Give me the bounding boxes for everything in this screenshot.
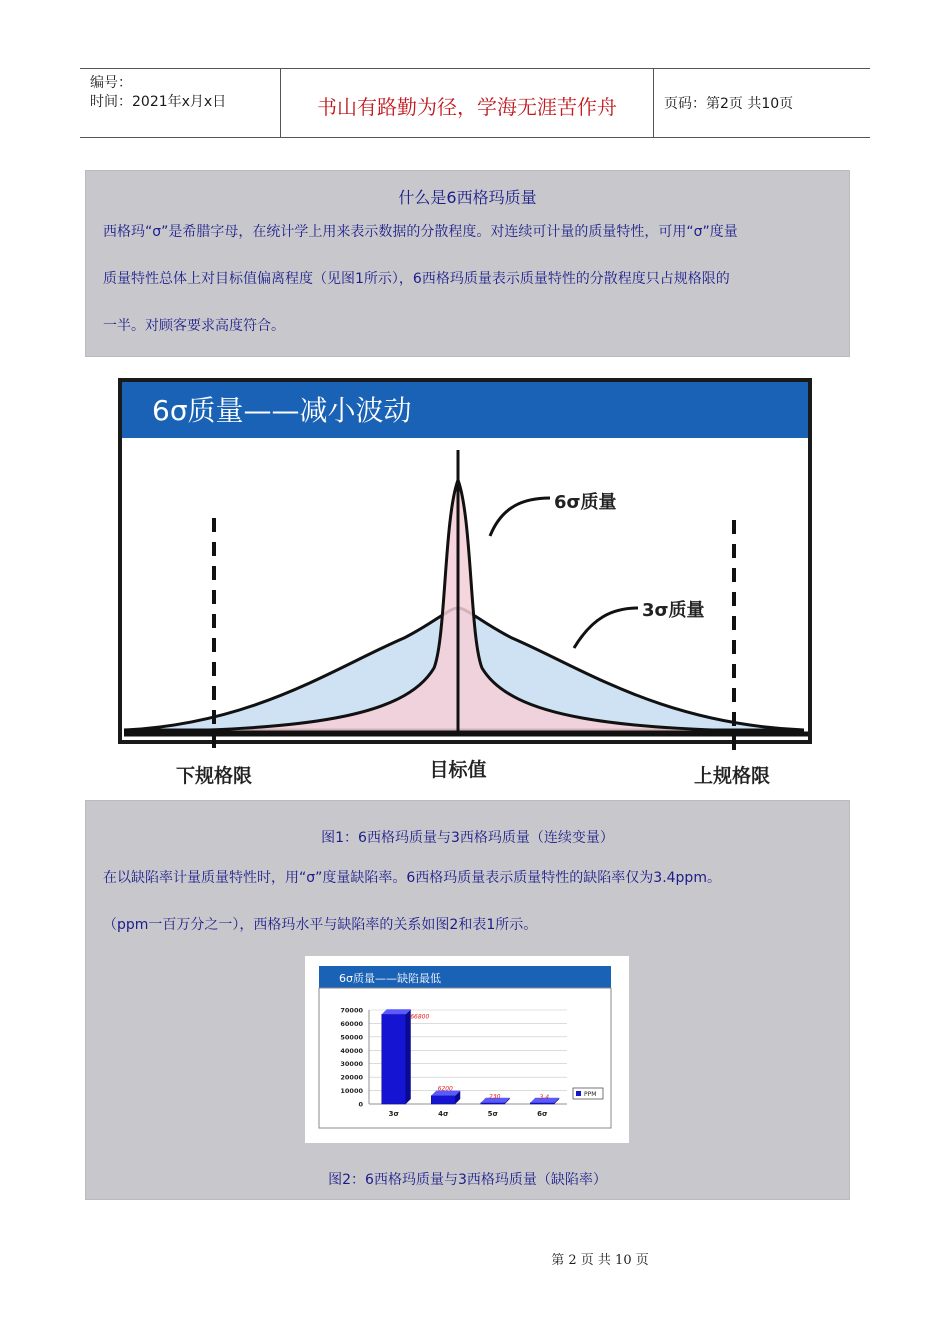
diagram-banner-title: 6σ质量——减小波动: [152, 394, 412, 427]
legend-swatch: [576, 1091, 581, 1096]
intro-paragraph-line-3: 一半。对顾客要求高度符合。: [103, 318, 285, 334]
bar: [431, 1096, 455, 1104]
y-tick-label: 30000: [340, 1060, 363, 1069]
x-tick-label: 6σ: [537, 1110, 548, 1118]
bar-side: [406, 1009, 411, 1104]
label-lower-spec-limit: 下规格限: [175, 765, 253, 787]
data-label: 3.4: [539, 1093, 550, 1101]
defect-bar-chart: [305, 956, 629, 1143]
legend-label: PPM: [584, 1091, 597, 1098]
figure-2-defect-chart: [305, 956, 629, 1143]
header-meta-cell: [80, 69, 281, 137]
figure-1-caption: 图1：6西格玛质量与3西格玛质量（连续变量）: [321, 830, 614, 846]
y-tick-label: 40000: [340, 1046, 363, 1055]
label-6-sigma-quality: 6σ质量: [554, 492, 617, 513]
document-header: [80, 68, 870, 138]
x-tick-label: 5σ: [487, 1110, 498, 1118]
header-page-cell: [654, 69, 870, 137]
defect-paragraph-line-2: （ppm一百万分之一），西格玛水平与缺陷率的关系如图2和表1所示。: [103, 917, 538, 933]
bar-top: [382, 1009, 411, 1014]
intro-paragraph-line-1: 西格玛“σ”是希腊字母，在统计学上用来表示数据的分散程度。对连续可计量的质量特性，可用“σ”度量: [103, 224, 738, 240]
defect-paragraph-line-1: 在以缺陷率计量质量特性时，用“σ”度量缺陷率。6西格玛质量表示质量特性的缺陷率仅为3.4ppm。: [103, 870, 721, 886]
header-motto: 书山有路勤为径，学海无涯苦作舟: [317, 95, 617, 119]
footer-page-number: 第 2 页 共 10 页: [551, 1253, 649, 1268]
y-tick-label: 70000: [340, 1006, 363, 1015]
label-target-value: 目标值: [429, 759, 487, 781]
bar: [481, 1103, 505, 1104]
data-label: 66800: [410, 1013, 430, 1021]
y-tick-label: 20000: [340, 1073, 363, 1082]
header-page-number: 页码：第2页 共10页: [664, 96, 794, 112]
bar: [530, 1103, 554, 1104]
label-upper-spec-limit: 上规格限: [693, 765, 771, 787]
x-tick-label: 4σ: [438, 1110, 449, 1118]
page-footer: [0, 1249, 950, 1268]
label-3-sigma-quality: 3σ质量: [642, 600, 705, 621]
document-code-label: 编号：: [90, 75, 132, 91]
intro-paragraph-line-2: 质量特性总体上对目标值偏离程度（见图1所示），6西格玛质量表示质量特性的分散程度只占规格限的: [103, 271, 730, 287]
x-tick-label: 3σ: [388, 1110, 399, 1118]
y-tick-label: 10000: [340, 1087, 363, 1096]
y-tick-label: 50000: [340, 1033, 363, 1042]
section-title: 什么是6西格玛质量: [398, 188, 537, 207]
chart-title: 6σ质量——缺陷最低: [339, 972, 441, 985]
bar: [382, 1014, 406, 1104]
header-motto-cell: [281, 69, 654, 137]
distribution-diagram: [104, 368, 824, 798]
y-tick-label: 0: [358, 1100, 363, 1109]
figure-1-distribution: [104, 368, 824, 798]
figure-2-caption: 图2：6西格玛质量与3西格玛质量（缺陷率）: [328, 1172, 607, 1188]
y-tick-label: 60000: [340, 1019, 363, 1028]
data-label: 230: [489, 1093, 501, 1101]
data-label: 6200: [437, 1085, 453, 1093]
intro-section: [85, 170, 850, 357]
document-date: 时间：2021年x月x日: [90, 94, 227, 110]
